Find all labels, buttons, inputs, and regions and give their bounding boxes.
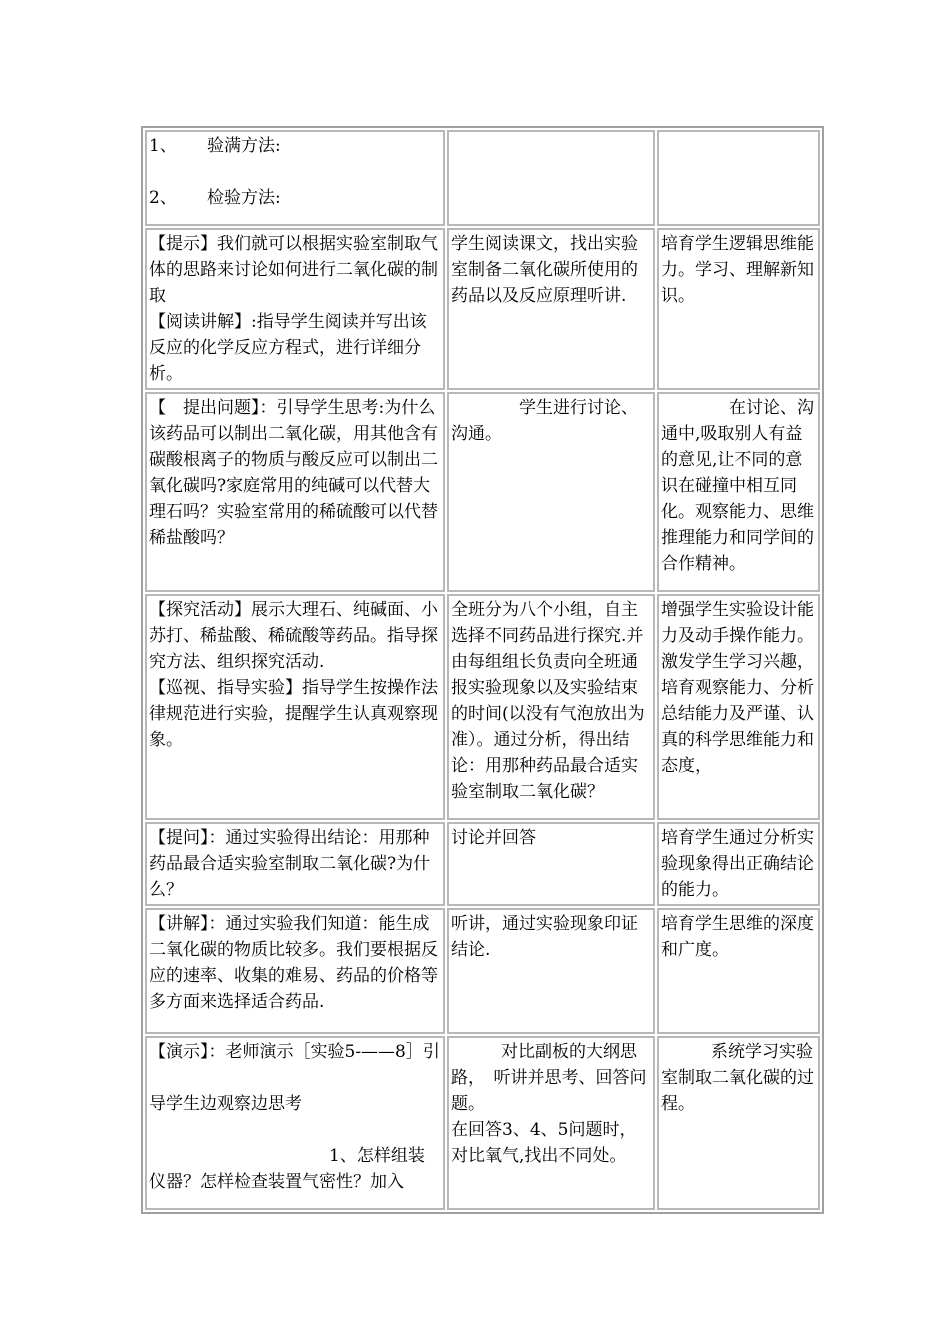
table-row [145, 908, 820, 1034]
student-activity-cell: 听讲，通过实验现象印证结论. [447, 908, 655, 1034]
design-intent-cell: 系统学习实验室制取二氧化碳的过程。 [657, 1036, 820, 1210]
table-row [145, 392, 820, 592]
table-row [145, 594, 820, 820]
paragraph: 【巡视、指导实验】指导学生按操作法律规范进行实验，提醒学生认真观察现象。 [149, 678, 438, 750]
table-row [145, 130, 820, 226]
table-row [145, 822, 820, 906]
teacher-activity-cell [145, 908, 445, 1034]
student-activity-cell: 全班分为八个小组，自主选择不同药品进行探究.并由每组组长负责向全班通报实验现象以及实验结束的时间(以没有气泡放出为准）。通过分析，得出结论：用那种药品最合适实验室制取二氧化碳？ [447, 594, 655, 820]
paragraph: 在回答3、4、5问题时，对比氧气,找出不同处。 [451, 1120, 637, 1166]
student-activity-cell: 学生阅读课文，找出实验室制备二氧化碳所使用的药品以及反应原理听讲. [447, 228, 655, 390]
paragraph: 【 提出问题】：引导学生思考:为什么该药品可以制出二氧化碳，用其他含有碳酸根离子的物质与酸反应可以制出二氧化碳吗?家庭常用的纯碱可以代替大理石吗？实验室常用的稀硫酸可以代替稀盐酸吗？ [149, 398, 438, 548]
table-row [145, 228, 820, 390]
paragraph: 激发学生学习兴趣，培育观察能力、分析总结能力及严谨、认真的科学思维能力和态度， [661, 652, 814, 776]
paragraph: 【提示】我们就可以根据实验室制取气体的思路来讨论如何进行二氧化碳的制取 [149, 234, 438, 306]
student-activity-cell [447, 130, 655, 226]
design-intent-cell [657, 130, 820, 226]
student-activity-cell: 讨论并回答 [447, 822, 655, 906]
paragraph: 【演示】：老师演示［实验5-——8］引 [149, 1042, 440, 1062]
design-intent-cell: 在讨论、沟通中,吸取别人有益的意见,让不同的意识在碰撞中相互同化。观察能力、思维推理能力和同学间的合作精神。 [657, 392, 820, 592]
teacher-activity-cell [145, 594, 445, 820]
teacher-activity-cell [145, 1036, 445, 1210]
teacher-activity-cell [145, 228, 445, 390]
paragraph: 1、怎样组装仪器？怎样检查装置气密性？加入 [149, 1146, 425, 1192]
teacher-activity-cell [145, 822, 445, 906]
teacher-activity-cell [145, 130, 445, 226]
student-activity-cell [447, 1036, 655, 1210]
list-item: 2、 检验方法: [149, 188, 281, 208]
table-row [145, 1036, 820, 1210]
student-activity-cell: 学生进行讨论、沟通。 [447, 392, 655, 592]
paragraph: 对比副板的大纲思路， 听讲并思考、回答问题。 [451, 1042, 647, 1114]
design-intent-cell: 培育学生逻辑思维能力。学习、理解新知识。 [657, 228, 820, 390]
paragraph: 【讲解】：通过实验我们知道：能生成二氧化碳的物质比较多。我们要根据反应的速率、收集的难易、药品的价格等多方面来选择适合药品. [149, 914, 438, 1012]
paragraph: 增强学生实验设计能力及动手操作能力。 [661, 600, 814, 646]
paragraph: 【提问】：通过实验得出结论：用那种药品最合适实验室制取二氧化碳?为什么？ [149, 828, 431, 900]
paragraph: 【阅读讲解】:指导学生阅读并写出该反应的化学反应方程式，进行详细分析。 [149, 312, 427, 384]
paragraph: 导学生边观察边思考 [149, 1094, 302, 1114]
list-item: 1、 验满方法: [149, 136, 281, 156]
design-intent-cell: 培育学生思维的深度和广度。 [657, 908, 820, 1034]
design-intent-cell: 培育学生通过分析实验现象得出正确结论的能力。 [657, 822, 820, 906]
design-intent-cell [657, 594, 820, 820]
lesson-plan-table [141, 126, 824, 1214]
teacher-activity-cell [145, 392, 445, 592]
paragraph: 【探究活动】展示大理石、纯碱面、小苏打、稀盐酸、稀硫酸等药品。指导探究方法、组织探究活动. [149, 600, 438, 672]
